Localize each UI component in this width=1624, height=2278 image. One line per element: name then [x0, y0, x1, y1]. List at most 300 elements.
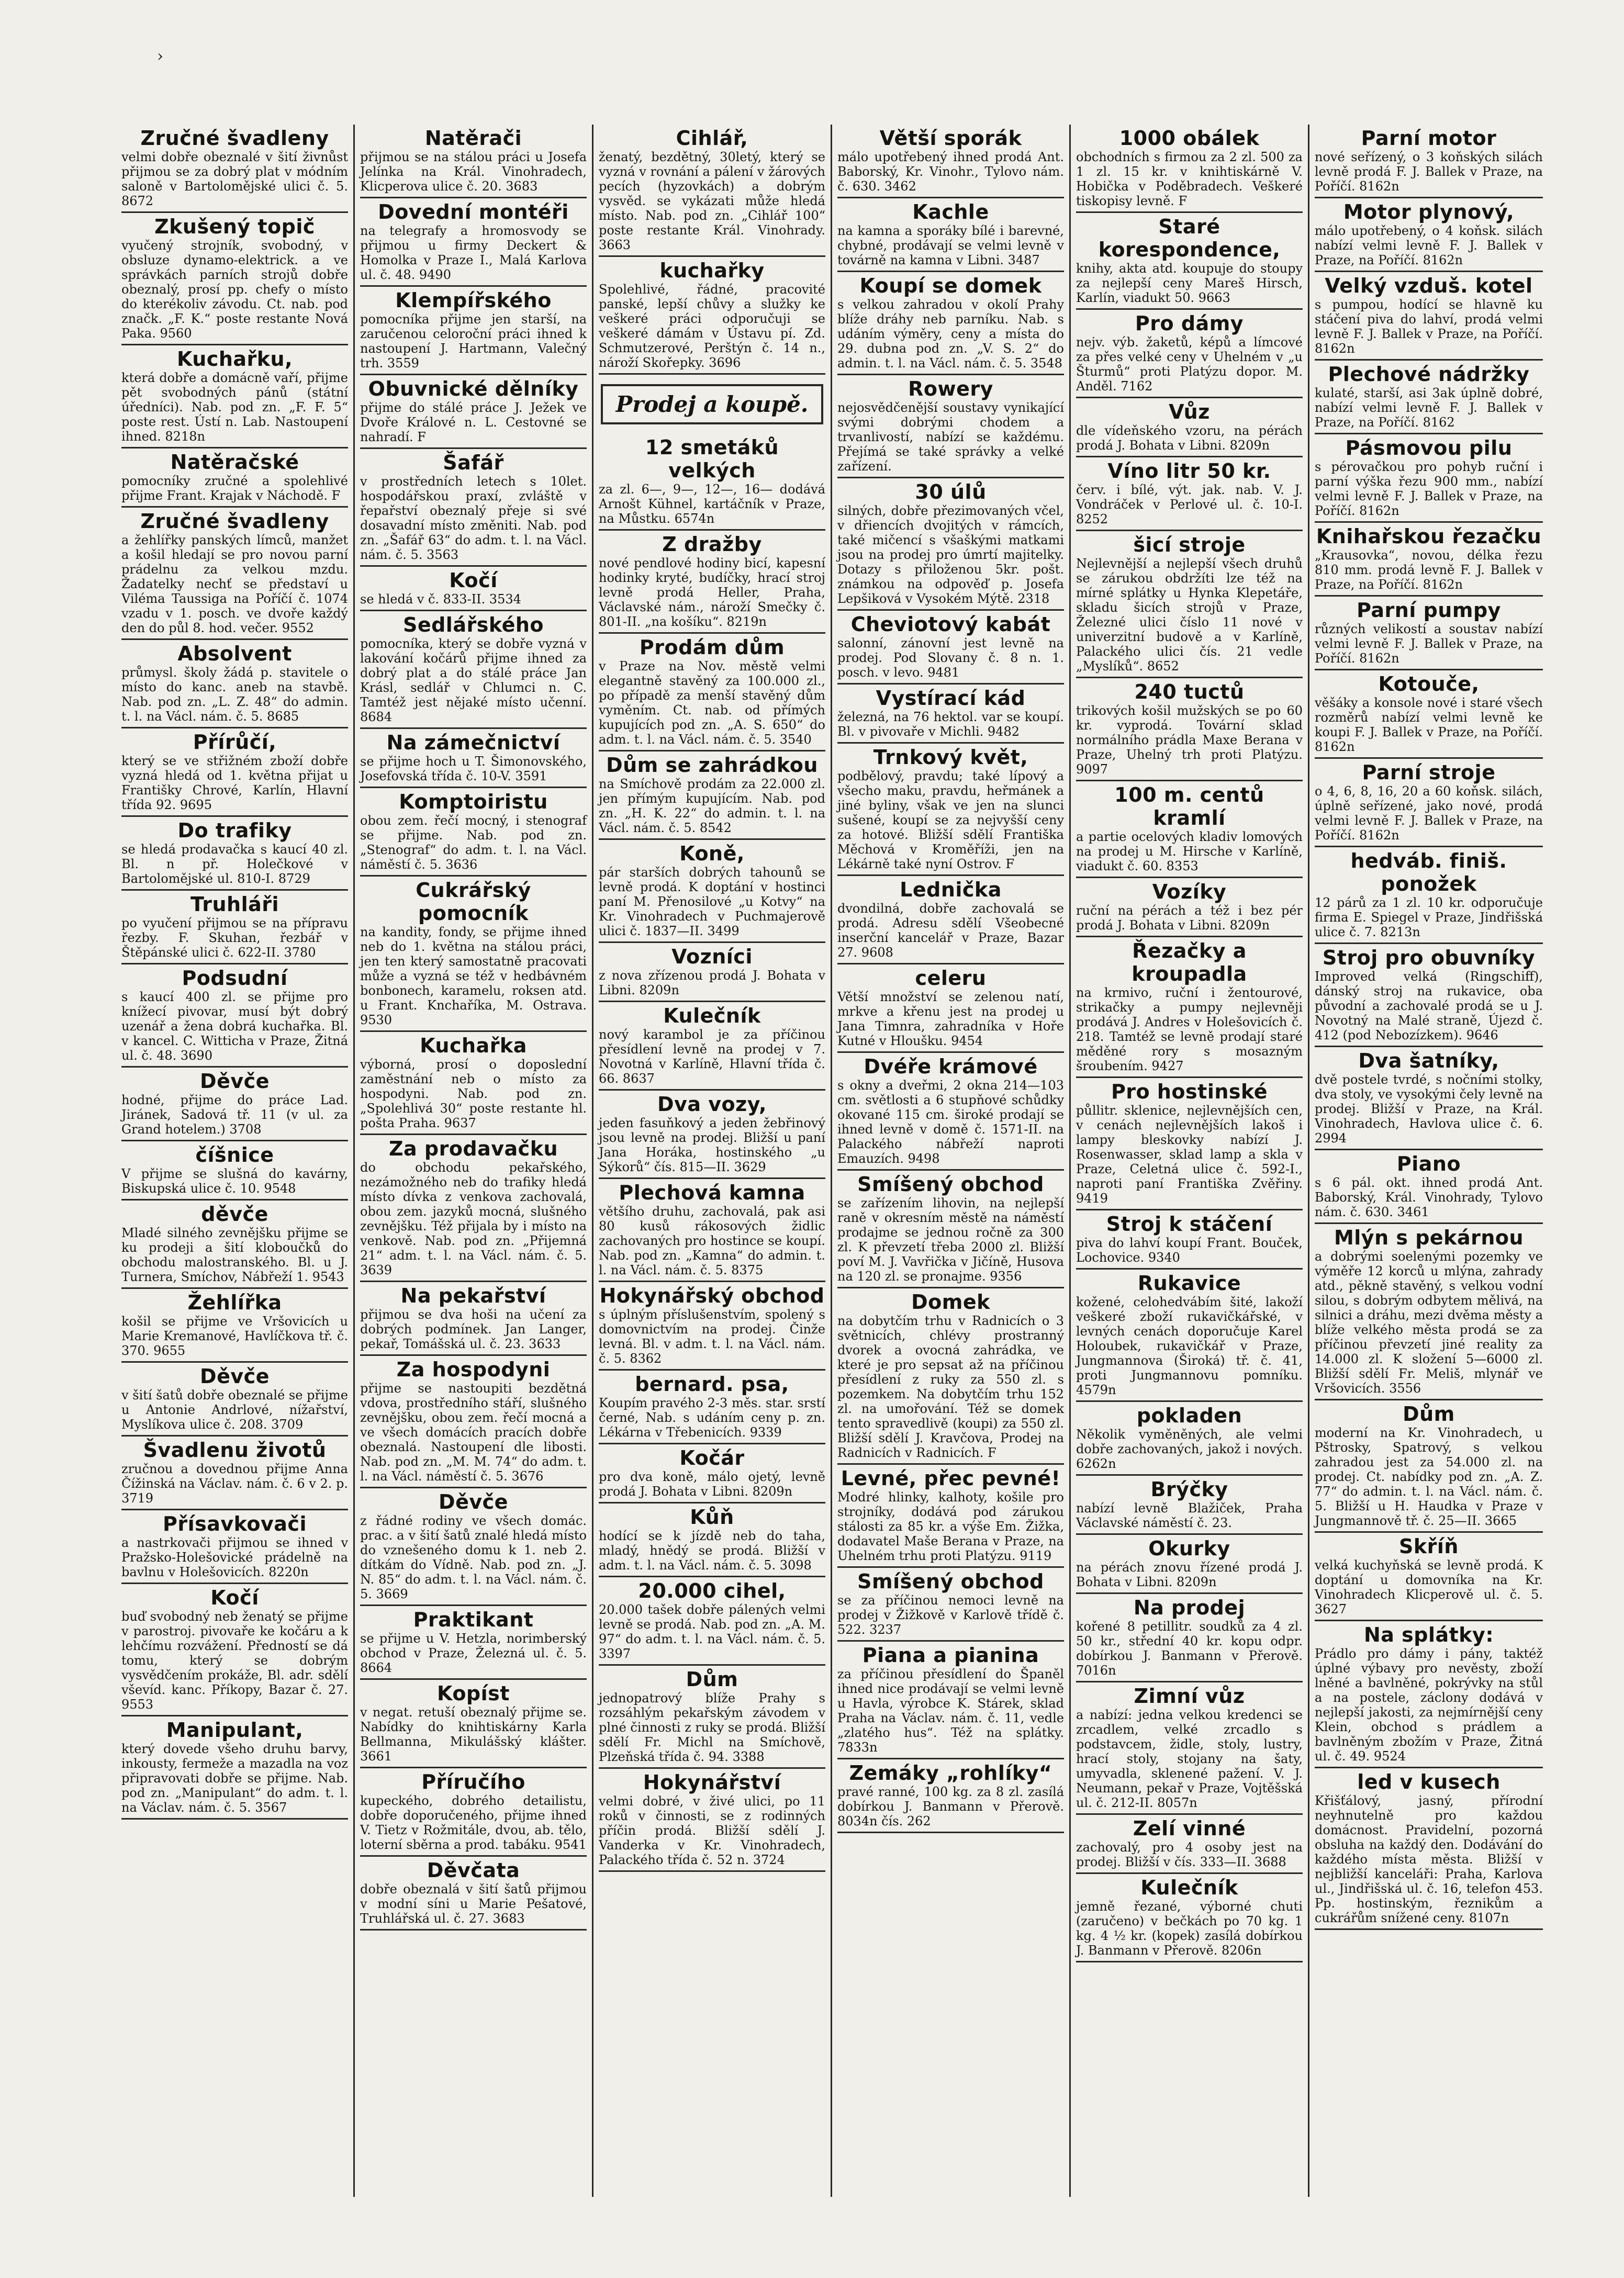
classified-ad [360, 729, 587, 788]
classified-ad [1315, 1533, 1543, 1621]
ad-text: se hledá v č. 833-II. 3534 [360, 592, 521, 607]
classified-ad [1315, 1047, 1543, 1150]
ad-heading: Žehlířka [187, 1291, 282, 1314]
classified-ad [1076, 1682, 1303, 1815]
ad-text: po vyučení přijmou se na přípravu řezby. F. Skuhan, řezbář v Štěpánské ulici č. 622-II. 3780 [121, 916, 348, 960]
classified-ad [599, 1002, 825, 1091]
classified-ad [360, 1356, 587, 1488]
ad-text: kožené, celohedvábím šité, lakoží veškeré zboží rukavičkářské, v levných cenách doporučuje Karel Holoubek, rukavičkář v Praze, Jungmannova (Široká) tř. č. 41, proti Jungmannovu pomníku. 4579n [1076, 1295, 1303, 1397]
classified-ad [121, 1068, 348, 1141]
ad-text: hodící se k jízdě neb do taha, mladý, hnědý se prodá. Bližší v adm. t. l. na Václ. nám. č. 5. 3098 [599, 1529, 825, 1573]
ad-column-2 [355, 125, 593, 2197]
classified-ad [599, 125, 825, 257]
ad-heading: Děvče [439, 1490, 508, 1513]
ad-text: podbělový, pravdu; také lípový a všecho maku, pravdu, heřmánek a jiné byliny, však ve jen na slunci sušené, koupí se za nejvyšší ceny za hotové. Bližší sdělí Františka Měchová v Kroměříži, jen na Lékárně také nyní Ostrov. F [837, 769, 1064, 871]
classified-ad [360, 611, 587, 729]
classified-ad [121, 1363, 348, 1437]
ad-heading: Plechové nádržky [1328, 363, 1530, 386]
ad-text: trikových košil mužských se po 60 kr. vyprodá. Tovární sklad normálního prádla Maxe Berana v Praze, Uhelný trh proti Platýzu. 9097 [1076, 703, 1303, 777]
classified-ad [360, 125, 587, 198]
margin-mark: › [157, 47, 163, 65]
ad-text: výborná, prosí o doposlední zaměstnání neb o místo za hospodyni. Nab. pod zn. „Spolehlivá 30“ poste restante hl. pošta Praha. 9637 [360, 1057, 587, 1130]
ad-text: která dobře a domácně vaří, přijme pět svobodných pánů (státní úředníci). Nab. pod zn. „F. F. 5“ poste rest. Ústí n. Lab. Nastoupení ihned. 8218n [121, 371, 348, 444]
ad-heading: Motor plynový, [1343, 200, 1515, 223]
classified-ad [1076, 1078, 1303, 1210]
classified-ad [121, 125, 348, 213]
ad-column-4 [832, 125, 1071, 2197]
classified-ad [837, 125, 1064, 198]
ad-heading: Dům se zahrádkou [606, 754, 818, 777]
ad-text: přijme do stálé práce J. Ježek ve Dvoře Králové n. L. Cestovné se nahradí. F [360, 400, 587, 444]
ad-heading: Prodám dům [639, 636, 785, 659]
ad-heading: Kočár [679, 1446, 745, 1469]
ad-text: většího druhu, zachovalá, pak asi 80 kusů rákosových židlic zachovaných pro hostince se koupí. Nab. pod zn. „Kamna“ do admin. t. l. na Václ. nám. č. 5. 8375 [599, 1204, 825, 1277]
classified-ad [360, 1680, 587, 1768]
ad-text: a nastrkovači přijmou se ihned v Pražsko-Holešovické prádelně na bavlnu v Holešovicích. 8220n [121, 1535, 348, 1579]
ad-text: na krmivo, ruční i žentourové, strikačky a pumpy nejlevněji prodává J. Andres v Holešovicích č. 218. Tamtéž se levně prodají staré měděné rory s mosazným šroubením. 9427 [1076, 985, 1303, 1073]
ad-text: nejosvědčenější soustavy vynikající svými dobrými chodem a trvanlivostí, nabízí se každému. Přejímá se také správky a velké zařízení. [837, 400, 1064, 474]
classified-ad [599, 1666, 825, 1769]
classified-ad [1076, 213, 1303, 310]
classified-ad [599, 943, 825, 1002]
ad-text: málo upotřebený ihned prodá Ant. Baborský, Kr. Vinohr., Tylovo nám. č. 630. 3462 [837, 150, 1064, 194]
ad-text: s okny a dveřmi, 2 okna 214—103 cm. světlosti a 6 stupňové schůdky okované 115 cm. široké prodají se ihned levně v domě č. 1571-II. na Palackého nábřeží naproti Emauzích. 9498 [837, 1078, 1064, 1166]
classified-ad [599, 1444, 825, 1503]
ad-text: Větší množství se zelenou natí, mrkve a křenu jest na prodej u Jana Timnra, zahradníka v Hoře Kutné v Hloušku. 9454 [837, 990, 1064, 1048]
ad-heading: Kachle [912, 200, 989, 223]
classified-ad [1315, 272, 1543, 361]
ad-text: a partie ocelových kladiv lomových na prodej u M. Hirsche v Karlíně, viadukt č. 60. 8353 [1076, 829, 1303, 873]
ad-text: nabízí levně Blažiček, Praha Václavské náměstí č. 23. [1076, 1501, 1303, 1530]
ad-heading: Brýčky [1150, 1478, 1228, 1501]
ad-text: jemně řezané, výborné chuti (zaručeno) v bečkách po 70 kg. 1 kg. 4 ½ kr. (kopek) zasílá dobírkou J. Banmann v Přerově. 8206n [1076, 1899, 1303, 1958]
ad-heading: Smíšený obchod [857, 1570, 1044, 1593]
ad-heading: Koně, [679, 842, 745, 865]
ad-heading: hedváb. finiš. ponožek [1350, 849, 1507, 895]
ad-text: s úplným příslušenstvím, spolený s domovnictvím na prodej. Činže levná. Bl. v adm. t. l. na Václ. nám. č. 5. 8362 [599, 1307, 825, 1366]
classified-ad [837, 1568, 1064, 1642]
classified-ad [599, 1503, 825, 1577]
ad-heading: Lednička [900, 878, 1002, 901]
classified-ad [360, 1282, 587, 1356]
classified-ad [1315, 944, 1543, 1047]
classified-ad [837, 272, 1064, 375]
classified-ad [837, 876, 1064, 964]
classified-ad [1076, 1210, 1303, 1270]
ad-heading: Dva šatníky, [1358, 1049, 1499, 1072]
ad-heading: Vůz [1169, 400, 1210, 423]
classified-ad [360, 287, 587, 375]
classified-ad [837, 478, 1064, 611]
classified-ad [1076, 937, 1303, 1078]
classified-ad [1315, 198, 1543, 272]
ad-heading: Zimní vůz [1134, 1685, 1245, 1708]
ad-heading: Pro dámy [1135, 312, 1244, 335]
classified-ad [599, 1179, 825, 1282]
ad-text: dvě postele tvrdé, s nočními stolky, dva stoly, ve vysokými čely levně na prodej. Bližší v Praze, na Král. Vinohradech, Havlova ulice č. 6. 2994 [1315, 1072, 1543, 1146]
classified-ad [1076, 457, 1303, 531]
classified-ad [121, 213, 348, 345]
classified-ad [360, 449, 587, 567]
classified-ad [121, 1584, 348, 1716]
ad-text: kulaté, starší, asi 3ak úplně dobré, nabízí velmi levně F. J. Ballek v Praze, na Poříčí. 8162 [1315, 386, 1543, 430]
ad-heading: Dům [1403, 1402, 1455, 1426]
classified-ad [837, 964, 1064, 1053]
ad-heading: Kočí [210, 1586, 259, 1609]
ad-heading: Kopíst [437, 1682, 510, 1705]
ad-text: a dobrými soelenými pozemky ve výměře 12 korců u mlýna, zahrady atd., pěkně stavěný, s velkou vodní silou, s dobrým odbytem mělivá, na silnici a dráhu, mezi dvěma městy a blíže velkého města prodá se za příčinou převzetí jiné reality za 14.000 zl. K složení 5—6000 zl. Bližší sdělí Fr. Meliš, mlynář ve Vršovicích. 3556 [1315, 1249, 1543, 1396]
ad-text: kupeckého, dobrého detailistu, dobře doporučeného, přijme ihned V. Tietz v Rožmitále, dvou, ab. tělo, loterní sběrna a prod. tabáku. 9541 [360, 1793, 587, 1852]
ad-heading: Koupí se domek [859, 274, 1042, 297]
classified-ad [1076, 781, 1303, 878]
classified-ad [837, 1288, 1064, 1465]
classified-ad [1076, 1594, 1303, 1682]
ad-heading: Na splátky: [1363, 1623, 1494, 1646]
ad-text: Nejlevnější a nejlepší všech druhů se zárukou obdržíti lze též na mírné splátky u Hynka Klepetáře, skladu šicích strojů v Praze, Železné ulici číslo 11 nové v univerzitní budově a v Karlíně, Palackého ulici čís. 21 vedle „Myslíků“. 8652 [1076, 556, 1303, 674]
classified-ad [360, 375, 587, 449]
ad-heading: Dva vozy, [657, 1093, 767, 1116]
ad-heading: Do trafiky [177, 819, 292, 842]
ad-heading: pokladen [1136, 1404, 1242, 1427]
ad-text: a nabízí: jedna velkou kredenci se zrcadlem, velké zrcadlo s podstavcem, židle, stoly, lustry, hrací stoly, stojany na šaty, umyvadla, sklenené pažení. V. J. Neumann, pekař v Praze, Vojtěšská ul. č. 212-II. 8057n [1076, 1708, 1303, 1810]
classified-ad [599, 1577, 825, 1666]
ad-text: kořené 8 petillitr. soudků za 4 zl. 50 kr., střední 40 kr. kopu odpr. dobírkou J. Banmann v Přerově. 7016n [1076, 1619, 1303, 1678]
classified-ad [1315, 847, 1543, 944]
ad-text: železná, na 76 hektol. var se koupí. Bl. v pivovaře v Michli. 9482 [837, 710, 1064, 739]
ad-heading: Švadlenu životů [143, 1439, 327, 1462]
classified-ad [121, 640, 348, 728]
ad-heading: Přísavkovači [163, 1512, 307, 1535]
ad-text: pár starších dobrých tahounů se levně prodá. K doptání v hostinci paní M. Přenosilové „u Kotvy“ na Kr. Vinohradech v Puchmajerově ulici č. 1837—II. 3499 [599, 865, 825, 938]
classified-ad [1076, 1815, 1303, 1874]
classified-ad [1076, 310, 1303, 398]
section-banner: Prodej a koupě. [601, 384, 823, 424]
classified-ad [360, 788, 587, 877]
ad-heading: Zemáky „rohlíky“ [849, 1761, 1052, 1785]
ad-heading: 12 smetáků velkých [645, 436, 779, 482]
ad-text: pro dva koně, málo ojetý, levně prodá J. Bohata v Libni. 8209n [599, 1469, 825, 1499]
classified-ad [837, 684, 1064, 744]
ad-text: „Krausovka“, novou, délka řezu 810 mm. prodá levně F. J. Ballek v Praze, na Poříčí. 8162n [1315, 548, 1543, 592]
classified-ad [121, 891, 348, 964]
classified-ad [837, 375, 1064, 478]
classified-ad [360, 1135, 587, 1282]
ads-grid [116, 125, 1550, 2197]
ad-heading: Kuchařka [420, 1034, 527, 1057]
ad-heading: Komptoiristu [399, 790, 548, 813]
ad-heading: Cheviotový kabát [850, 613, 1051, 636]
ad-text: do obchodu pekařského, nezámožného neb do trafiky hledá místo dívka z venkova zachovalá, obou zem. jazyků mocná, slušného zevnějšku. Též přijala by i místo na venkově. Nab. pod zn. „Přijemná 21“ adm. t. l. na Václ. nám. č. 5. 3639 [360, 1160, 587, 1277]
classified-ad [599, 840, 825, 943]
classified-ad [1076, 1874, 1303, 1962]
ad-text: a žehlířky panských límců, manžet a košil hledají se pro novou parní prádelnu za velkou mzdu. Žadatelky nechť se představí u Viléma Taussiga na Poříčí č. 1074 vzadu v 1. posch. ve dvoře každý den do půl 8. hod. večer. 9552 [121, 533, 348, 635]
ad-heading: Domek [911, 1291, 990, 1314]
ad-heading: Děvčata [427, 1859, 520, 1882]
ad-text: s velkou zahradou v okolí Prahy blíže dráhy neb parníku. Nab. s udáním výměry, ceny a místa do 29. dubna pod zn. „V. S. 2“ do admin. t. l. na Václ. nám. č. 5. 3548 [837, 297, 1064, 371]
classified-ad [121, 1437, 348, 1510]
ad-text: dobře obeznalá v šití šatů přijmou v modní síni u Marie Pešatové, Truhlářská ul. č. 27. 3683 [360, 1882, 587, 1926]
ad-heading: Smíšený obchod [857, 1173, 1044, 1196]
classified-ad [599, 257, 825, 375]
ad-heading: Truhláři [190, 893, 279, 916]
classified-ad [1315, 759, 1543, 847]
ad-heading: Víno litr 50 kr. [1107, 459, 1271, 482]
classified-ad [360, 198, 587, 287]
ad-text: se hledá prodavačka s kaucí 40 zl. Bl. n př. Holečkové v Bartolomějské ul. 810-I. 8729 [121, 842, 348, 886]
ad-heading: Absolvent [177, 642, 292, 665]
ad-text: přijmou se dva hoši na učení za dobrých podmínek. Jan Langer, pekař, Tomášská ul. č. 23. 3633 [360, 1307, 587, 1351]
classified-ad [360, 877, 587, 1032]
ad-column-6 [1309, 125, 1548, 2197]
ad-heading: děvče [201, 1203, 268, 1226]
ad-text: pomocníky zručné a spolehlivé přijme Frant. Krajak v Náchodě. F [121, 474, 348, 503]
ad-heading: Obuvnické dělníky [368, 377, 579, 400]
classified-ad [837, 198, 1064, 272]
ad-text: který dovede všeho druhu barvy, inkousty, fermeže a mazadla na voz připravovati dobře se přijme. Nab. pod zn. „Manipulant“ do adm. t. l. na Václav. nám. č. 5. 3567 [121, 1742, 348, 1815]
ad-heading: Dvéře krámové [864, 1055, 1038, 1078]
ad-heading: Staré korespondence, [1098, 215, 1281, 261]
ad-text: piva do lahví koupí Frant. Bouček, Lochovice. 9340 [1076, 1236, 1303, 1265]
ad-text: dvondilná, dobře zachovalá se prodá. Adresu sdělí Všeobecné inserční kancelář v Praze, Bazar 27. 9608 [837, 901, 1064, 960]
ad-heading: Plechová kamna [619, 1181, 805, 1204]
ad-text: V přijme se slušná do kavárny, Biskupská ulice č. 10. 9548 [121, 1166, 348, 1196]
ad-heading: 1000 obálek [1119, 127, 1260, 150]
classified-ad [599, 634, 825, 751]
ad-text: na telegrafy a hromosvody se přijmou u firmy Deckert & Homolka v Praze I., Malá Karlova ul. č. 48. 9490 [360, 223, 587, 282]
classified-ad [1076, 125, 1303, 213]
ad-text: dle vídeňského vzoru, na pérách prodá J. Bohata v Libni. 8209n [1076, 423, 1303, 453]
ad-heading: Hokynářství [643, 1771, 781, 1794]
classified-ad [360, 1606, 587, 1680]
ad-text: s kaucí 400 zl. se přijme pro knížecí pivovar, musí být dobrý uzenář a žena dobrá kuchařka. Bl. v kancel. C. Witticha v Praze, Žitná ul. č. 48. 3690 [121, 990, 348, 1063]
ad-text: Křišťálový, jasný, přírodní neyhnutelně pro každou domácnost. Pravidelní, pozorná obsluha na každý den. Dodávání do každého místa města. Bližší v nejbližší kanceláři: Praha, Karlova ul., Jindřišská ul. č. 16, telefon 453. Pp. hostinským, řeznikům a cukrářům snížené ceny. 8107n [1315, 1793, 1543, 1925]
classified-ad [599, 434, 825, 531]
ad-heading: Vozníci [671, 945, 753, 968]
ad-heading: Děvče [200, 1070, 270, 1093]
ad-heading: Děvče [200, 1365, 270, 1388]
classified-ad [1315, 1768, 1543, 1930]
ad-heading: Parní motor [1361, 127, 1497, 150]
ad-column-3 [593, 125, 832, 2197]
classified-ad [121, 1716, 348, 1820]
classified-ad [121, 345, 348, 448]
classified-ad [1076, 1402, 1303, 1476]
classified-ad [1315, 670, 1543, 759]
ad-heading: Natěrači [424, 127, 522, 150]
ad-text: v prostředních letech s 10let. hospodářskou praxí, zvláště v řepařství obeznalý přeje si své dosavadní místo změniti. Nab. pod zn. „Šafář 63“ do adm. t. l. na Václ. nám. č. 5. 3563 [360, 474, 587, 562]
ad-text: zručnou a dovednou přijme Anna Čížinská na Václav. nám. č. 6 v 2. p. 3719 [121, 1462, 348, 1506]
ad-heading: Rowery [908, 377, 993, 400]
ad-text: v negat. retuší obeznalý přijme se. Nabídky do knihtiskárny Karla Bellmanna, Mikulášský klášter. 3661 [360, 1705, 587, 1764]
ad-heading: 240 tuctů [1134, 680, 1245, 703]
ad-text: se za příčinou nemoci levně na prodej v Žižkově v Karlově třídě č. 522. 3237 [837, 1593, 1064, 1637]
ad-heading: Klempířského [395, 289, 552, 312]
ad-text: velká kuchyňská se levně prodá. K doptání u domovníka na Kr. Vinohradech Klicperově ul. č. 5. 3627 [1315, 1558, 1543, 1617]
ad-text: košil se přijme ve Vršovicích u Marie Kremanové, Havlíčkova tř. č. 370. 9655 [121, 1314, 348, 1358]
ad-heading: Praktikant [413, 1608, 534, 1631]
ad-heading: Zelí vinné [1133, 1817, 1246, 1840]
ad-heading: Dovední montéři [378, 200, 569, 223]
classified-ad [121, 964, 348, 1068]
ad-text: za příčinou přesídlení do Španěl ihned nice prodávají se velmi levně u Havla, výrobce K. Stárek, sklad Praha na Václav. nám. č. 11, vedle „zlatého hus“. Též na splátky. 7833n [837, 1667, 1064, 1755]
classified-ad [121, 448, 348, 508]
ad-text: ženatý, bezdětný, 30letý, který se vyzná v rovnání a pálení v žárových pecích (hyzovkách) a dobrým vysvěd. se vykázati může hledá místo. Nab. pod zn. „Cihlář 100“ poste restante Král. Vinohrady. 3663 [599, 150, 825, 252]
classified-ad [121, 817, 348, 891]
ad-heading: číšnice [195, 1143, 274, 1166]
classified-ad [360, 567, 587, 611]
ad-heading: Levné, přec pevné! [841, 1467, 1061, 1490]
ad-text: o 4, 6, 8, 16, 20 a 60 koňsk. silách, úplně seřízené, jako nové, prodá velmi levně F. J. Ballek v Praze, na Poříčí. 8162n [1315, 784, 1543, 843]
ad-text: nové pendlové hodiny bicí, kapesní hodinky kryté, budíčky, hrací stroj levně prodá Heller, Praha, Václavské nám., nároží Smečky č. 801-II. „na košíku“. 8219n [599, 556, 825, 629]
ad-heading: Okurky [1148, 1537, 1230, 1560]
ad-text: který se ve střižném zboží dobře vyzná hledá od 1. května přijat u Františky Chrové, Karlín, Hlavní třída 92. 9695 [121, 754, 348, 812]
ad-text: Modré hlinky, kalhoty, košile pro strojníky, dodává pod zárukou stálosti za 85 kr. a výše Em. Žižka, dodavatel Maše Berana v Praze, na Uhelném trhu proti Platýzu. 9119 [837, 1490, 1064, 1563]
ad-heading: Vozíky [1152, 880, 1227, 903]
classified-ad [360, 1488, 587, 1606]
ad-column-1 [116, 125, 355, 2197]
ad-text: z řádné rodiny ve všech domác. prac. a v šití šatů znalé hledá místo do vznešeného domu k 1. neb 2. dítkám do Vídně. Nab. pod zn. „J. N. 85“ do adm. t. l. na Václ. nám. č. 5. 3669 [360, 1513, 587, 1601]
ad-heading: Parní stroje [1362, 761, 1496, 784]
classified-ad [1076, 398, 1303, 457]
ad-text: hodné, přijme do práce Lad. Jiránek, Sadová tř. 11 (v ul. za Grand hotelem.) 3708 [121, 1093, 348, 1137]
ad-heading: Kočí [449, 569, 498, 592]
ad-heading: kuchařky [659, 259, 765, 282]
ad-heading: Za hospodyni [396, 1358, 551, 1381]
classified-ad [837, 1465, 1064, 1568]
ad-heading: šicí stroje [1133, 533, 1246, 556]
ad-text: za zl. 6—, 9—, 12—, 16— dodává Arnošt Kühnel, kartáčník v Praze, na Můstku. 6574n [599, 482, 825, 526]
classified-ad [1315, 1621, 1543, 1768]
ad-heading: Kůň [690, 1506, 734, 1529]
classified-ad [837, 744, 1064, 876]
ad-heading: Zručné švadleny [140, 127, 329, 150]
ad-text: s 6 pál. okt. ihned prodá Ant. Baborský, Král. Vinohrady, Tylovo nám. č. 630. 3461 [1315, 1175, 1543, 1219]
ad-heading: Piano [1396, 1152, 1461, 1175]
ad-heading: Šafář [443, 451, 504, 474]
ad-text: obou zem. řečí mocný, i stenograf se přijme. Nab. pod zn. „Stenograf“ do adm. t. l. na Václ. náměstí č. 5. 3636 [360, 813, 587, 872]
ad-text: přijmou se na stálou práci u Josefa Jelínka na Král. Vinohradech, Klicperova ulice č. 20. 3683 [360, 150, 587, 194]
classified-ad [1315, 125, 1543, 198]
ad-text: na kandity, fondy, se přijme ihned neb do 1. května na stálou práci, jen ten který samostatně pracovati může a vyzná se též v hedbávném bonbonech, karamelu, roksen atd. u Frant. Knchaříka, M. Ostrava. 9530 [360, 925, 587, 1027]
classified-ad [121, 508, 348, 640]
ad-heading: Mlýn s pekárnou [1334, 1226, 1524, 1249]
ad-heading: Parní pumpy [1357, 599, 1501, 622]
ad-heading: Knihařskou řezačku [1316, 525, 1542, 548]
ad-text: přijme se nastoupiti bezdětná vdova, prostředního stáří, slušného zevnějšku, obou zem. řečí mocná a ve všech domácích pracích dobře obeznalá. Nastoupení dle libosti. Nab. pod zn. „M. M. 74“ do adm. t. l. na Václ. náměstí č. 5. 3676 [360, 1381, 587, 1484]
ad-heading: Skříň [1399, 1535, 1459, 1558]
ad-heading: Zručné švadleny [140, 510, 329, 533]
ad-heading: Kulečník [663, 1004, 761, 1027]
ad-text: v šití šatů dobře obeznalé se přijme u Antonie Andrlové, nížařství, Myslíkova ulice č. 208. 3709 [121, 1388, 348, 1432]
classified-ad [599, 1282, 825, 1371]
classified-ad [837, 1053, 1064, 1171]
ad-text: moderní na Kr. Vinohradech, u Pštrosky, Spatrový, s velkou zahradou jest za 54.000 zl. na prodej. Ct. nabídky pod zn. „A. Z. 77“ do admin. t. l. na Václ. nám. č. 5. Bližší u H. Haudka v Praze v Jungmannově tř. č. 25—II. 3665 [1315, 1426, 1543, 1528]
classified-ad [1076, 1270, 1303, 1402]
classified-ad [1315, 434, 1543, 523]
ad-heading: Natěračské [170, 451, 299, 474]
ad-text: Koupím pravého 2-3 měs. star. srstí černé, Nab. s udáním ceny p. zn. Lékárna v Třebenicích. 9339 [599, 1396, 825, 1440]
ad-text: půllitr. sklenice, nejlevnějších cen, v cenách nejlevnějších lakoš i lampy bleskovky nabízí J. Rosenwasser, sklad lamp a skla v Praze, Celetná ulice č. 592-I., naproti paní Františka Zvěřiny. 9419 [1076, 1103, 1303, 1206]
ad-text: pomocníka, který se dobře vyzná v lakování kočárů přijme ihned za dobrý plat a do stálé práce Jan Krásl, sedlář v Chlumci n. C. Tamtéž jest nějaké místo učenní. 8684 [360, 636, 587, 724]
ad-text: 12 párů za 1 zl. 10 kr. odporučuje firma E. Spiegel v Praze, Jindřišská ulice č. 7. 8213n [1315, 895, 1543, 939]
classified-ad [1315, 1150, 1543, 1224]
ad-text: různých velikostí a soustav nabízí velmi levně F. J. Ballek v Praze, na Poříčí. 8162n [1315, 622, 1543, 666]
classified-ad [121, 1141, 348, 1200]
ad-text: se zařízením lihovin, na nejlepší raně v okresním městě na náměstí prodajme se jednou ročně za 300 zl. K převzetí třeba 2000 zl. Bližší poví M. J. Vavřička v Jičíně, Husova na 120 zl. se pronajme. 9356 [837, 1196, 1064, 1284]
ad-text: salonní, zánovní jest levně na prodej. Pod Slovany č. 8 n. 1. posch. v levo. 9481 [837, 636, 1064, 680]
ad-text: s pérovačkou pro pohyb ruční i parní výška řezu 900 mm., nabízí velmi levně F. J. Ballek v Praze, na Poříčí. 8162n [1315, 459, 1543, 518]
ad-text: pomocníka přijme jen starší, na zaručenou celoroční práci ihned k nastoupení J. Hartmann, Valečný trh. 3559 [360, 312, 587, 371]
ad-heading: Na prodej [1133, 1596, 1246, 1619]
ad-column-5 [1071, 125, 1309, 2197]
ad-text: nový karambol je za příčinou přesídlení levně na prodej v 7. Novotná v Karlíně, Hlavní třída č. 66. 8637 [599, 1027, 825, 1086]
classified-ad [1076, 678, 1303, 781]
classified-ad [1076, 531, 1303, 678]
ad-heading: Kuchařku, [176, 347, 293, 371]
ad-text: 20.000 tašek dobře pálených velmi levně se prodá. Nab. pod zn. „A. M. 97“ do adm. t. l. na Václ. nám. č. 5. 3397 [599, 1602, 825, 1661]
ad-heading: Pásmovou pilu [1345, 436, 1513, 459]
classified-ad [837, 1642, 1064, 1759]
ad-heading: Dům [686, 1668, 738, 1691]
ad-text: jeden fasuňkový a jeden žebřinový jsou levně na prodej. Bližší u paní Jana Horáka, hostinského „u Sýkorů“ čís. 815—II. 3629 [599, 1116, 825, 1174]
ad-heading: Cukrářský pomocník [416, 879, 531, 925]
ad-text: se přijme u V. Hetzla, norimberský obchod v Praze, Železná ul. č. 5. 8664 [360, 1631, 587, 1675]
classified-ad [121, 1510, 348, 1584]
classified-ad [121, 1289, 348, 1363]
classified-ad [837, 1171, 1064, 1288]
classified-ad [1076, 1476, 1303, 1535]
ad-text: s pumpou, hodící se hlavně ku stáčení piva do lahví, prodá velmi levně F. J. Ballek v Praze, na Poříčí. 8162n [1315, 297, 1543, 356]
ad-text: velmi dobré, v živé ulici, po 11 roků v činnosti, se z rodinných příčin prodá. Bližší sdělí J. Vanderka v Kr. Vinohradech, Palackého třída č. 52 n. 3724 [599, 1794, 825, 1867]
ad-heading: Kulečník [1140, 1876, 1238, 1899]
ad-text: Spolehlivé, řádné, pracovité panské, lepší chůvy a služky ke veškeré práci odporučuji se veškeré dámám v Ústavu pí. Zd. Schmutzerové, Perštýn č. 14 n., nároží Skořepky. 3696 [599, 282, 825, 370]
ad-text: na kamna a sporáky bílé i barevné, chybné, prodávají se velmi levně v továrně na kamna v Libni. 3487 [837, 223, 1064, 267]
ad-text: Improved velká (Ringschiff), dánský stroj na rukavice, oba původní a zachovalé prodá se u J. Novotný na Malé straně, Újezd č. 412 (pod Nebozízkem). 9646 [1315, 969, 1543, 1042]
ad-text: buď svobodný neb ženatý se přijme v parostroj. pivovaře ke kočáru a k lehčímu rozvážení. Předností se dá tomu, který se dobrým vysvědčením prokáže, Bl. adr. sdělí vševíd. kanc. Příkopy, Bazar č. 27. 9553 [121, 1609, 348, 1712]
ad-text: Mladé silného zevnějšku přijme se ku prodeji a šití kloboučků do obchodu malostranského. Bl. u J. Turnera, Smíchov, Nábřeží 1. 9543 [121, 1226, 348, 1284]
classified-ad [1076, 878, 1303, 937]
classified-ad [599, 1371, 825, 1444]
ad-text: vyučený strojník, svobodný, v obsluze dynamo-elektrick. a ve správkách parních strojů dobře obeznalý, prosí pp. chefy o místo do kterékoliv závodu. Ct. nab. pod značk. „F. K.“ poste restante Nová Paka. 9560 [121, 238, 348, 341]
ad-text: pravé ranné, 100 kg. za 8 zl. zasílá dobírkou J. Banmann v Přerově. 8034n čís. 262 [837, 1785, 1064, 1828]
ad-heading: Řezačky a kroupadla [1132, 939, 1247, 985]
ad-text: na Smíchově prodám za 22.000 zl. jen přímým kupujícím. Nab. pod zn. „H. K. 22“ do admin. t. l. na Václ. nám. č. 5. 8542 [599, 777, 825, 835]
ad-text: ruční na pérách a též i bez pér prodá J. Bohata v Libni. 8209n [1076, 903, 1303, 933]
ad-heading: Podsudní [182, 967, 288, 990]
ad-text: na pérách znovu řízené prodá J. Bohata v Libni. 8209n [1076, 1560, 1303, 1589]
ad-heading: Z dražby [662, 533, 762, 556]
ad-text: jednopatrový blíže Prahy s rozsáhlým pekařským závodem v plné činnosti z ruky se prodá. Bližší sdělí Fr. Michl na Smíchově, Plzeňská třída č. 94. 3388 [599, 1691, 825, 1764]
classified-ad [1315, 523, 1543, 597]
ad-text: obchodních s firmou za 2 zl. 500 za 1 zl. 15 kr. v knihtiskárně V. Hobička v Poděbradech. Veškeré tiskopisy levně. F [1076, 150, 1303, 208]
classified-ad [121, 1200, 348, 1289]
ad-heading: Přírůčí, [193, 731, 277, 754]
classified-ad [1315, 1400, 1543, 1533]
ad-text: málo upotřebený, o 4 koňsk. silách nabízí velmi levně F. J. Ballek v Praze, na Poříčí. 8162n [1315, 223, 1543, 267]
ad-heading: 20.000 cihel, [638, 1579, 786, 1602]
classified-ad [1076, 1535, 1303, 1594]
classified-ad [360, 1857, 587, 1931]
ad-heading: Větší sporák [879, 127, 1022, 150]
classified-ad [837, 1759, 1064, 1833]
ad-heading: celeru [915, 967, 987, 990]
ad-text: v Praze na Nov. městě velmi elegantně stavěný za 100.000 zl., po případě za menší stavěný dům vyměním. Ct. nab. od přímých kupujících pod zn. „A. S. 650“ do adm. t. l. na Václ. nám. č. 5. 3540 [599, 659, 825, 747]
ad-heading: Velký vzduš. kotel [1325, 274, 1533, 297]
ad-heading: Manipulant, [166, 1719, 304, 1742]
ad-text: Prádlo pro dámy i pány, taktéž úplné výbavy pro nevěsty, zboží lněné a bavlněné, pokrývky na stůl a na postele, záclony dodává v nejlepší jakosti, za nejmírnější ceny Klein, obchod s prádlem a bavlněným zbožím v Praze, Žitná ul. č. 49. 9524 [1315, 1646, 1543, 1764]
ad-text: velmi dobře obeznalé v šití živnůst přijmou se za dobrý plat v módním saloně v Bartolomějské ulici č. 5. 8672 [121, 150, 348, 208]
ad-heading: Na zámečnictví [386, 731, 561, 754]
